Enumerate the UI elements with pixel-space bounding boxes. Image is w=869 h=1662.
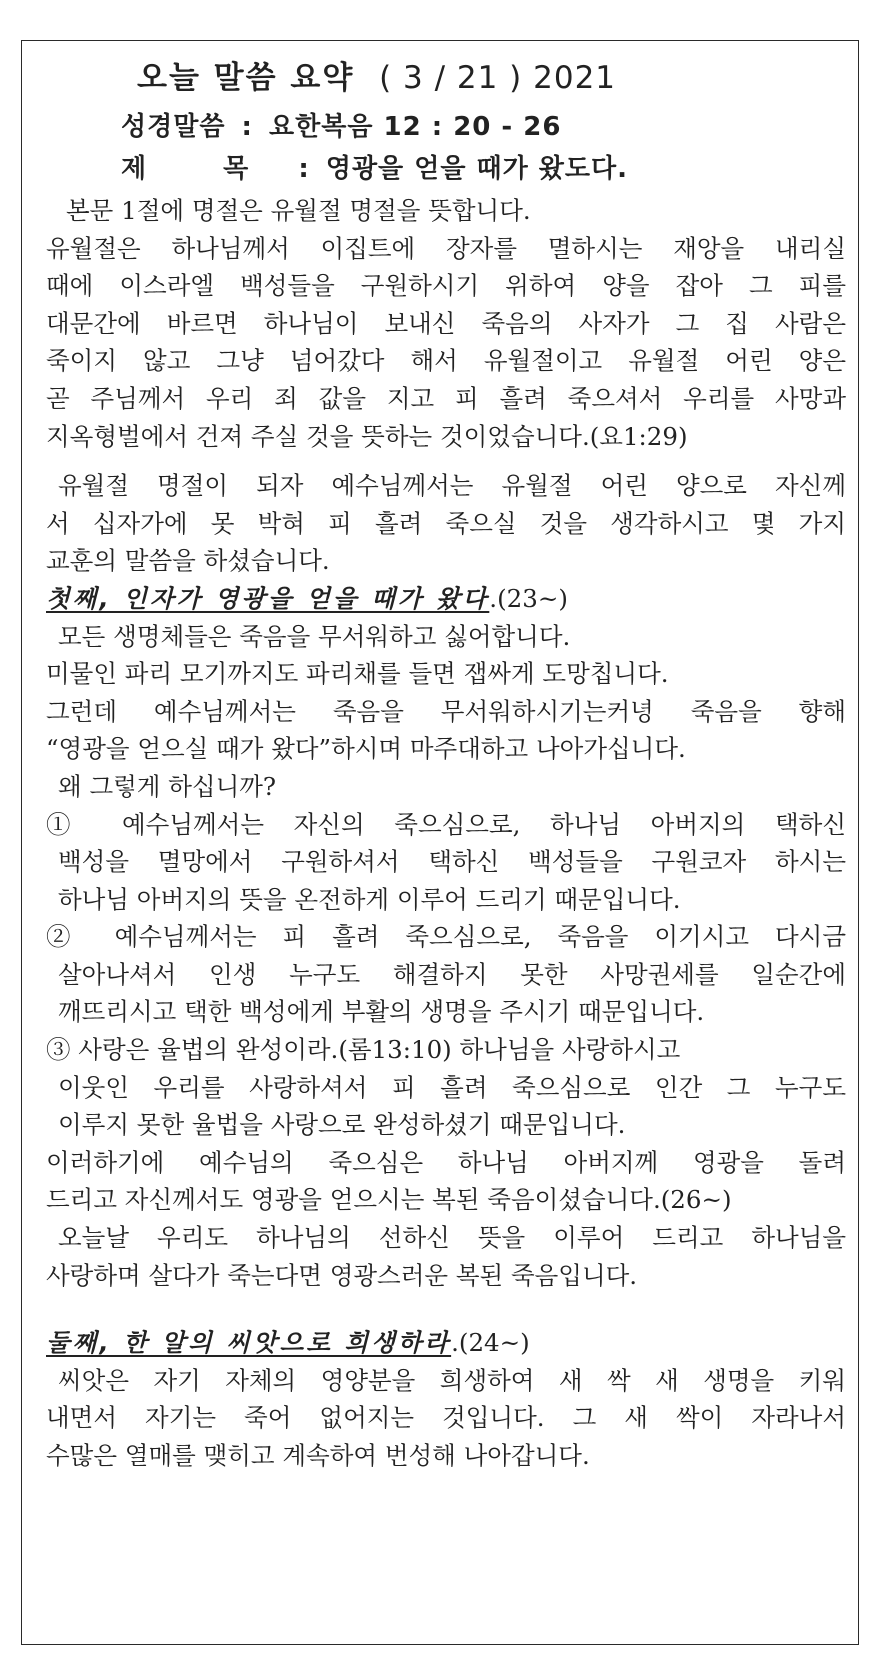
text-line: 씨앗은 자기 자체의 영양분을 희생하여 새 싹 새 생명을 키워 bbox=[58, 1365, 846, 1395]
list-item: 이웃인 우리를 사랑하셔서 피 흘려 죽으심으로 인간 그 누구도 bbox=[58, 1072, 846, 1102]
subject-value: 영광을 얻을 때가 왔도다. bbox=[325, 154, 629, 184]
text-line: 이러하기에 예수님의 죽으심은 하나님 아버지께 영광을 돌려 bbox=[46, 1147, 846, 1177]
list-item: 하나님 아버지의 뜻을 온전하게 이루어 드리기 때문입니다. bbox=[58, 884, 681, 914]
date-label: ( 3 / 21 ) 2021 bbox=[379, 60, 617, 96]
text-line: 드리고 자신께서도 영광을 얻으시는 복된 죽음이셨습니다.(26~) bbox=[46, 1185, 732, 1215]
list-item: ① 예수님께서는 자신의 죽으심으로, 하나님 아버지의 택하신 bbox=[46, 809, 846, 839]
text-line: “영광을 얻으실 때가 왔다”하시며 마주대하고 나아가십니다. bbox=[46, 734, 686, 764]
page-title: 오늘 말씀 요약 bbox=[137, 60, 355, 96]
text-line: 유월절 명절이 되자 예수님께서는 유월절 어린 양으로 자신께 bbox=[58, 471, 846, 501]
list-item: 백성을 멸망에서 구원하셔서 택하신 백성들을 구원코자 하시는 bbox=[58, 847, 846, 877]
paragraph-lessons-intro bbox=[46, 467, 846, 580]
subject-separator: : bbox=[298, 154, 310, 184]
text-line: 서 십자가에 못 박혀 피 흘려 죽으실 것을 생각하시고 몇 가지 bbox=[46, 508, 846, 538]
list-item: 살아나셔서 인생 누구도 해결하지 못한 사망권세를 일순간에 bbox=[58, 959, 846, 989]
scripture-separator: : bbox=[241, 112, 253, 142]
list-item: 이루지 못한 율법을 사랑으로 완성하셨기 때문입니다. bbox=[58, 1110, 626, 1140]
text-line: 그런데 예수님께서는 죽음을 무서워하시기는커녕 죽음을 향해 bbox=[46, 696, 846, 726]
text-line: 본문 1절에 명절은 유월절 명절을 뜻합니다. bbox=[66, 196, 531, 225]
text-line: 교훈의 말씀을 하셨습니다. bbox=[46, 546, 330, 576]
title-row bbox=[137, 52, 616, 97]
scripture-value: 요한복음 12 : 20 - 26 bbox=[269, 112, 562, 142]
text-line: 사랑하며 살다가 죽는다면 영광스러운 복된 죽음입니다. bbox=[46, 1260, 638, 1290]
list-item: ③ 사랑은 율법의 완성이라.(롬13:10) 하나님을 사랑하시고 bbox=[46, 1035, 681, 1065]
text-line: 미물인 파리 모기까지도 파리채를 들면 잽싸게 도망칩니다. bbox=[46, 659, 669, 689]
text-line: 왜 그렇게 하십니까? bbox=[58, 771, 277, 801]
scripture-label: 성경말씀 bbox=[121, 112, 226, 142]
subject-row bbox=[121, 148, 628, 185]
text-line: 지옥형벌에서 건져 주실 것을 뜻하는 것이었습니다.(요1:29) bbox=[46, 421, 688, 451]
text-line: 유월절은 하나님께서 이집트에 장자를 멸하시는 재앙을 내리실 bbox=[46, 233, 846, 263]
text-line: 때에 이스라엘 백성들을 구원하시기 위하여 양을 잡아 그 피를 bbox=[46, 271, 846, 301]
paragraph-passover bbox=[46, 192, 846, 455]
scripture-row bbox=[121, 106, 561, 143]
sermon-body bbox=[46, 192, 846, 1475]
text-line: 수많은 열매를 맺히고 계속하여 번성해 나아갑니다. bbox=[46, 1441, 590, 1470]
point-one-reference: .(23~) bbox=[489, 583, 568, 613]
text-line: 대문간에 바르면 하나님이 보내신 죽음의 사자가 그 집 사람은 bbox=[46, 308, 846, 338]
paragraph-fear-of-death bbox=[46, 618, 846, 806]
text-line: 곧 주님께서 우리 죄 값을 지고 피 흘려 죽으셔서 우리를 사망과 bbox=[46, 383, 846, 413]
point-one-heading-row bbox=[46, 580, 846, 618]
text-line: 죽이지 않고 그냥 넘어갔다 해서 유월절이고 유월절 어린 양은 bbox=[46, 346, 846, 376]
point-one-heading: 첫째, 인자가 영광을 얻을 때가 왔다 bbox=[46, 583, 490, 613]
paragraph-seed bbox=[46, 1362, 846, 1475]
point-two-reference: .(24~) bbox=[451, 1328, 530, 1358]
point-two-heading: 둘째, 한 알의 씨앗으로 희생하라 bbox=[46, 1328, 452, 1358]
list-item: 깨뜨리시고 택한 백성에게 부활의 생명을 주시기 때문입니다. bbox=[58, 997, 705, 1027]
text-line: 내면서 자기는 죽어 없어지는 것입니다. 그 새 싹이 자라나서 bbox=[46, 1403, 846, 1433]
text-line: 오늘날 우리도 하나님의 선하신 뜻을 이루어 드리고 하나님을 bbox=[58, 1223, 846, 1253]
text-line: 모든 생명체들은 죽음을 무서워하고 싫어합니다. bbox=[58, 621, 571, 651]
subject-label: 제 목 bbox=[121, 154, 283, 184]
reasons-list bbox=[46, 806, 846, 1144]
list-item: ② 예수님께서는 피 흘려 죽으심으로, 죽음을 이기시고 다시금 bbox=[46, 922, 846, 952]
point-two-heading-row bbox=[46, 1324, 846, 1362]
paragraph-glorious-death bbox=[46, 1144, 846, 1294]
